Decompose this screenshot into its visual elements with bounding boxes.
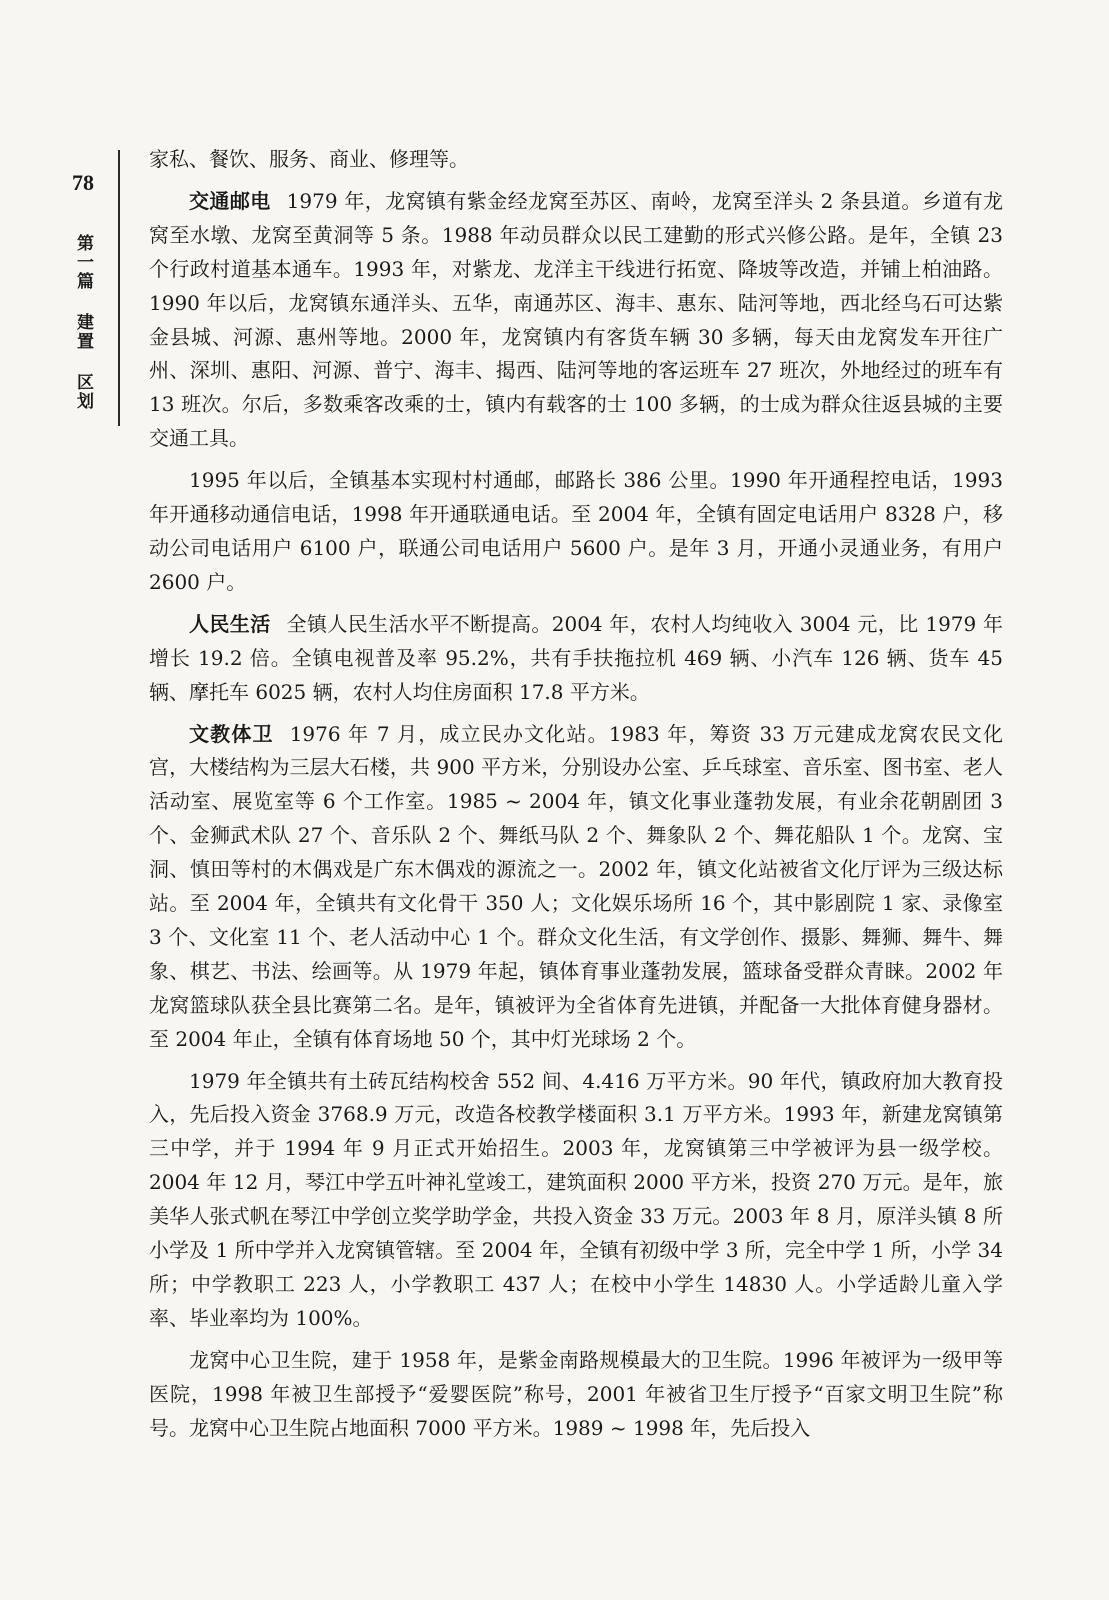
paragraph-text: 龙窝中心卫生院，建于 1958 年，是紫金南路规模最大的卫生院。1996 年被评为一级甲等医院，1998 年被卫生部授予“爱婴医院”称号，2001 年被省卫生厅授予“百家文明卫生院”称号。龙窝中心卫生院占地面积 7000 平方米。1989 ~ 1998 年，先后投入 xyxy=(149,1347,1003,1440)
paragraph-heading: 交通邮电 xyxy=(189,188,271,213)
paragraph xyxy=(149,464,1003,600)
paragraph xyxy=(149,718,1003,1057)
paragraph xyxy=(149,1065,1003,1336)
paragraph xyxy=(149,143,1003,177)
margin-rule xyxy=(118,150,120,426)
paragraph-heading: 人民生活 xyxy=(189,611,271,636)
paragraph-text: 全镇人民生活水平不断提高。2004 年，农村人均纯收入 3004 元，比 1979 年增长 19.2 倍。全镇电视普及率 95.2%，共有手扶拖拉机 469 辆、小汽车 126 辆、货车 45 辆、摩托车 6025 辆，农村人均住房面积 17.8 平方米。 xyxy=(149,611,1004,704)
paragraph xyxy=(149,1344,1003,1446)
page-number: 78 xyxy=(72,170,94,195)
paragraph-text: 1995 年以后，全镇基本实现村村通邮，邮路长 386 公里。1990 年开通程控电话，1993 年开通移动通信电话，1998 年开通联通电话。至 2004 年，全镇有固定电话用户 8328 户，移动公司电话用户 6100 户，联通公司电话用户 5600 户。是年 3 月，开通小灵通业务，有用户 2600 户。 xyxy=(149,468,1003,594)
page-body xyxy=(149,143,1003,1454)
paragraph xyxy=(149,185,1003,456)
paragraph-text: 1976 年 7 月，成立民办文化站。1983 年，筹资 33 万元建成龙窝农民文化宫，大楼结构为三层大石楼，共 900 平方米，分别设办公室、乒乓球室、音乐室、图书室、老人活动室、展览室等 6 个工作室。1985 ~ 2004 年，镇文化事业蓬勃发展，有业余花朝剧团 3 个、金狮武术队 27 个、音乐队 2 个、舞纸马队 2 个、舞象队 2 个、舞花船队 1 个。龙窝、宝洞、慎田等村的木偶戏是广东木偶戏的源流之一。2002 年，镇文化站被省文化厅评为三级达标站。至 2004 年，全镇共有文化骨干 350 人；文化娱乐场所 16 个，其中影剧院 1 家、录像室 3 个、文化室 11 个、老人活动中心 1 个。群众文化生活，有文学创作、摄影、舞狮、舞牛、舞象、棋艺、书法、绘画等。从 1979 年起，镇体育事业蓬勃发展，篮球备受群众青睐。2002 年龙窝篮球队获全县比赛第二名。是年，镇被评为全省体育先进镇，并配备一大批体育健身器材。至 2004 年止，全镇有体育场地 50 个，其中灯光球场 2 个。 xyxy=(149,721,1004,1051)
paragraph-text: 家私、餐饮、服务、商业、修理等。 xyxy=(149,147,469,171)
paragraph-text: 1979 年，龙窝镇有紫金经龙窝至苏区、南岭，龙窝至洋头 2 条县道。乡道有龙窝至水墩、龙窝至黄洞等 5 条。1988 年动员群众以民工建勤的形式兴修公路。是年，全镇 23 个行政村道基本通车。1993 年，对紫龙、龙洋主干线进行拓宽、降坡等改造，并铺上柏油路。1990 年以后，龙窝镇东通洋头、五华，南通苏区、海丰、惠东、陆河等地，西北经乌石可达紫金县城、河源、惠州等地。2000 年，龙窝镇内有客货车辆 30 多辆，每天由龙窝发车开往广州、深圳、惠阳、河源、普宁、海丰、揭西、陆河等地的客运班车 27 班次，外地经过的班车有 13 班次。尔后，多数乘客改乘的士，镇内有载客的士 100 多辆，的士成为群众往返县城的主要交通工具。 xyxy=(149,188,1003,451)
paragraph-text: 1979 年全镇共有土砖瓦结构校舍 552 间、4.416 万平方米。90 年代，镇政府加大教育投入，先后投入资金 3768.9 万元，改造各校教学楼面积 3.1 万平方米。1993 年，新建龙窝镇第三中学，并于 1994 年 9 月正式开始招生。2003 年，龙窝镇第三中学被评为县一级学校。2004 年 12 月，琴江中学五叶神礼堂竣工，建筑面积 2000 平方米，投资 270 万元。是年，旅美华人张式帆在琴江中学创立奖学助学金，共投入资金 33 万元。2003 年 8 月，原洋头镇 8 所小学及 1 所中学并入龙窝镇管辖。至 2004 年，全镇有初级中学 3 所，完全中学 1 所，小学 34 所；中学教职工 223 人，小学教职工 437 人；在校中小学生 14830 人。小学适龄儿童入学率、毕业率均为 100%。 xyxy=(149,1068,1003,1330)
section-label: 第一篇 建置 区划 xyxy=(73,234,93,411)
page-margin xyxy=(60,170,106,415)
paragraph-heading: 文教体卫 xyxy=(189,721,274,746)
paragraph xyxy=(149,608,1003,710)
